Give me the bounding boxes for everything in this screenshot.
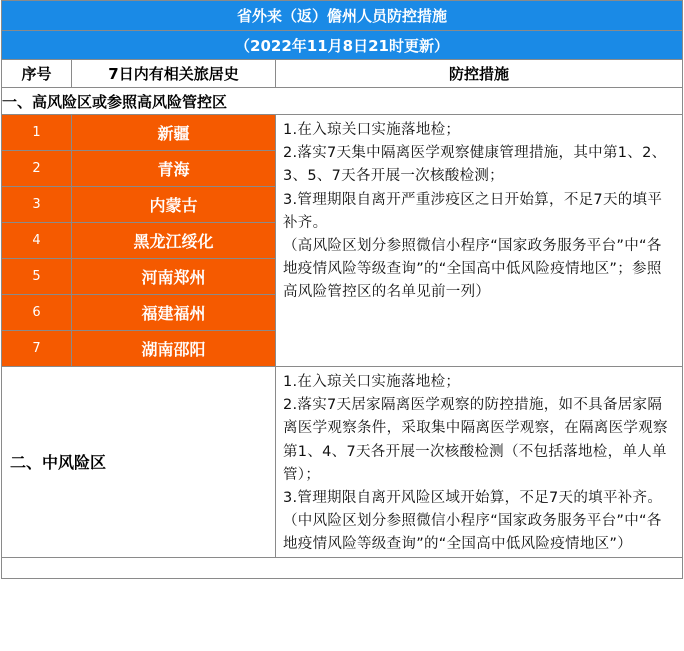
table-row [2, 115, 683, 151]
region-name: 新疆 [72, 115, 276, 151]
mid-measure-3: 3.管理期限自离开风险区域开始算，不足7天的填平补齐。 [283, 490, 663, 507]
header-row [2, 60, 683, 88]
region-name: 黑龙江绥化 [72, 223, 276, 259]
header-seq: 序号 [2, 60, 72, 88]
high-risk-measures [276, 115, 683, 367]
update-note: （2022年11月8日21时更新） [2, 31, 683, 60]
section-mid-risk-label: 二、中风险区 [2, 367, 276, 558]
mid-measure-1: 1.在入琼关口实施落地检； [283, 374, 461, 390]
region-number: 6 [2, 295, 72, 331]
header-history: 7日内有相关旅居史 [72, 60, 276, 88]
high-measure-3: 3.管理期限自离开严重涉疫区之日开始算，不足7天的填平补齐。 [283, 191, 663, 231]
update-row [2, 31, 683, 60]
mid-risk-measures [276, 367, 683, 558]
header-measures: 防控措施 [276, 60, 683, 88]
region-number: 5 [2, 259, 72, 295]
region-number: 4 [2, 223, 72, 259]
region-number: 1 [2, 115, 72, 151]
high-measure-note: （高风险区划分参照微信小程序“国家政务服务平台”中“各地疫情风险等级查询”的“全国高中低风险疫情地区”；参照高风险管控区的名单见前一列） [283, 238, 662, 301]
mid-measure-note: （中风险区划分参照微信小程序“国家政务服务平台”中“各地疫情风险等级查询”的“全国高中低风险疫情地区”） [283, 513, 662, 553]
section-high-risk [2, 88, 683, 115]
region-number: 2 [2, 151, 72, 187]
region-name: 内蒙古 [72, 187, 276, 223]
mid-measure-2: 2.落实7天居家隔离医学观察的防控措施，如不具备居家隔离医学观察条件，采取集中隔离医学观察，在隔离医学观察第1、4、7天各开展一次核酸检测（不包括落地检，单人单管）； [283, 397, 668, 483]
section-high-risk-label: 一、高风险区或参照高风险管控区 [2, 88, 683, 115]
mid-risk-row [2, 367, 683, 558]
title-row [2, 1, 683, 31]
region-number: 3 [2, 187, 72, 223]
region-name: 福建福州 [72, 295, 276, 331]
region-number: 7 [2, 331, 72, 367]
high-measure-1: 1.在入琼关口实施落地检； [283, 122, 461, 138]
region-name: 青海 [72, 151, 276, 187]
bottom-filler [2, 557, 683, 578]
control-measures-table [1, 0, 683, 579]
table-title: 省外来（返）儋州人员防控措施 [2, 1, 683, 31]
bottom-row [2, 557, 683, 578]
region-name: 河南郑州 [72, 259, 276, 295]
high-measure-2: 2.落实7天集中隔离医学观察健康管理措施，其中第1、2、3、5、7天各开展一次核酸检测； [283, 145, 667, 185]
region-name: 湖南邵阳 [72, 331, 276, 367]
